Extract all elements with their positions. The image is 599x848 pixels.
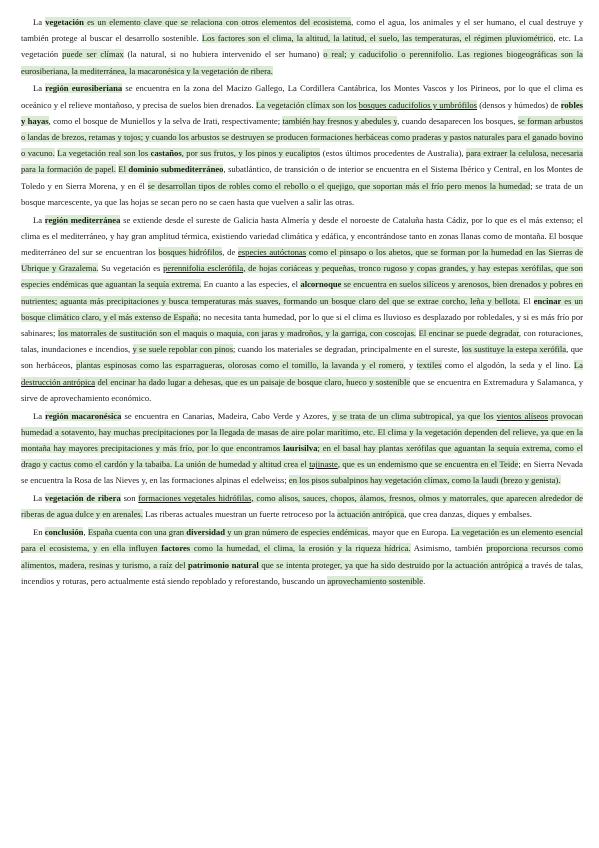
text-run: Su vegetación es bbox=[98, 263, 164, 274]
paragraph-region-macaronesica bbox=[21, 408, 583, 489]
text-run: y se trata de un clima subtropical, ya que los bbox=[332, 410, 497, 421]
text-run: proporciona recursos como alimentos, madera, resinas y turismo, a raíz del bbox=[21, 543, 583, 570]
text-run: , como el bosque de Muniellos y la selva de Irati, respectivamente; bbox=[48, 115, 283, 126]
text-run: formaciones vegetales hidrófilas bbox=[138, 493, 252, 504]
text-run: (la natural, si no hubiera intervenido el ser humano) bbox=[123, 49, 324, 60]
text-run: se desarrollan tipos de robles como el rebollo o el quejigo, que soportan más el frío pero menos la humedad bbox=[147, 180, 531, 191]
text-run: patrimonio natural bbox=[187, 559, 259, 570]
text-run: se encuentra en suelos silíceos y arenosos, bien drenados y pobres en nutrientes; aguanta más precipitaciones y busca temperaturas más suaves, formando un bosque claro del que se extrae corcho, leña y bellota. bbox=[21, 279, 583, 306]
text-run: La vegetación es un elemento esencial para el ecosistema, y en ella influyen bbox=[21, 527, 583, 554]
text-run: , de hojas coriáceas y pequeñas, tronco rugoso y copas grandes, y hay estepas xerófilas, que son especies endémicas que aguantan la sequía extrema. bbox=[21, 263, 583, 290]
document-page bbox=[21, 14, 583, 591]
text-run: se encuentra en Canarias, Madeira, Cabo Verde y Azores, bbox=[121, 410, 333, 421]
text-run: , con roturaciones, talas, inundaciones e incendios, bbox=[21, 328, 584, 355]
text-run: , etc. La vegetación bbox=[21, 33, 583, 60]
text-run: encinar bbox=[533, 295, 562, 306]
text-run: se extiende desde el sureste de Galicia hasta Almería y desde el noroeste de Cataluña hasta Cádiz, por lo que es el más extenso; el clima es el mediterráneo, y hay gran amplitud térmica, existiendo variedad climática y edáfica, y encontrándose tanto en zonas llanas como de montaña. El bosque mediterráneo del sur se encuentran los bbox=[21, 214, 583, 258]
text-run: castaños bbox=[150, 148, 182, 159]
text-run: Los factores son el clima, la altitud, la latitud, el suelo, las temperaturas, el régimen pluviométrico bbox=[201, 33, 554, 44]
text-run: , como alisos, sauces, chopos, álamos, fresnos, olmos y matorrales, que aparecen alrededor de riberas de agua dulce y en arenales. bbox=[21, 493, 583, 520]
text-run: los matorrales de sustitución son el maquis o maquia, con jaras y madroños, y la garriga, con coscojas. bbox=[57, 328, 417, 339]
text-run: ; se trata de un bosque marcescente, ya que las hojas se secan pero no se caen hasta que vuelven a salir las otras. bbox=[21, 180, 583, 207]
text-run: El bbox=[520, 295, 534, 306]
text-run: como el pinsapo o los abetos, que se forman por la humedad en las Sierras de Ubrique y Grazalema. bbox=[21, 247, 584, 274]
text-run: , que crea danzas, diques y embalses. bbox=[404, 509, 532, 520]
text-run: , que es un endemismo que se encuentra en el Teide bbox=[337, 459, 519, 470]
text-run: a través de talas, incendios y roturas, pero actualmente está siendo repoblado y reforestando, buscando un bbox=[21, 559, 583, 586]
text-run: (estos últimos procedentes de Australia), bbox=[320, 148, 467, 159]
text-run: del encinar ha dado lugar a dehesas, que es un paisaje de bosque claro, hueco y sostenible bbox=[95, 376, 411, 387]
text-run: bosques caducifolios y umbrófilos bbox=[358, 99, 478, 110]
text-run: dominio submediterráneo bbox=[128, 164, 224, 175]
text-run: , por sus frutos, y los pinos y eucaliptos bbox=[181, 148, 321, 159]
text-run: España cuenta con una gran bbox=[87, 527, 187, 538]
text-run: diversidad bbox=[186, 527, 225, 538]
text-run: en los pisos subalpinos hay vegetación clímax, como la laudi (brezo y genista). bbox=[288, 475, 561, 486]
text-run: tajinaste bbox=[309, 459, 338, 470]
text-run: bosques hidrófilos bbox=[158, 247, 223, 258]
text-run: ; cuando los materiales se degradan, principalmente en el sureste, bbox=[233, 344, 462, 355]
text-run: provocan humedad a sotavento, hay muchas precipitaciones por la llegada de masas de aire polar marítimo, etc. El clima y la vegetación dependen del relieve, ya que en la montaña hay mayores precipitaciones y más frío, por lo que encontramos bbox=[21, 410, 584, 454]
text-run: que se intenta proteger, ya que ha sido destruido por la actuación antrópica bbox=[258, 559, 523, 570]
text-run: El encinar se puede degradar bbox=[418, 328, 519, 339]
text-run: , subatlántico, de transición o de interior se encuentra en el Sistema Ibérico y Central, en los Montes de Toledo y en Sierra Morena, y en él bbox=[21, 164, 583, 191]
text-run: textiles bbox=[416, 360, 442, 371]
paragraph-region-eurosiberiana bbox=[21, 80, 583, 210]
text-run: también hay fresnos y abedules y bbox=[282, 115, 398, 126]
text-run: , bbox=[83, 527, 88, 538]
text-run: es un bosque climático claro, y el más extenso de España bbox=[21, 295, 583, 322]
text-run: y un gran número de especies endémicas bbox=[224, 527, 368, 538]
text-run: alcornoque bbox=[300, 279, 342, 290]
text-run: El bbox=[118, 164, 129, 175]
text-run: laurisilva bbox=[283, 443, 318, 454]
text-run: . bbox=[423, 575, 426, 586]
paragraph-conclusion bbox=[21, 524, 583, 589]
text-run: como la humedad, el clima, la erosión y la riqueza hídrica. bbox=[190, 543, 411, 554]
text-run: ; no necesita tanta humedad, por lo que si el clima es lluvioso es desplazado por robledales, y si es más frío por sabinares; bbox=[21, 311, 584, 339]
text-run: para extraer la celulosa, necesaria para la formación de papel. bbox=[21, 148, 583, 175]
text-run: ; en Sierra Nevada se encuentra la Rosa de las Nieves y, en las formaciones alpinas el edelweiss; bbox=[21, 459, 583, 486]
paragraph-vegetacion-ribera bbox=[21, 490, 583, 522]
text-run: plantas espinosas como las esparragueras, olorosas como el tomillo, la lavanda y el romero bbox=[76, 360, 404, 371]
text-run: En bbox=[33, 527, 45, 538]
text-run: , de bbox=[222, 247, 238, 258]
text-run: se encuentra en la zona del Macizo Gallego, La Cordillera Cantábrica, los Montes Vascos y los Pirineos, por lo que el clima es oceánico y el relieve montañoso, y precisa de suelos bien drenados. bbox=[21, 83, 583, 110]
text-run: La bbox=[33, 214, 45, 225]
text-run: La vegetación real son los bbox=[57, 148, 151, 159]
text-run: son bbox=[120, 493, 139, 504]
text-run: ; en el basal hay plantas xerófilas que aguantan la sequía extrema, como el drago y cactus como el cardón y la tabaiba. La unión de humedad y altitud crea el bbox=[21, 443, 583, 470]
text-run: aprovechamiento sostenible bbox=[327, 575, 424, 586]
text-run: región macaronésica bbox=[45, 410, 122, 421]
text-run: factores bbox=[161, 543, 191, 554]
text-run: La bbox=[33, 83, 46, 94]
paragraph-introduccion bbox=[21, 14, 583, 79]
text-run: o real; y caducifolio o perennifolio. Las regiones biogeográficas son la eurosiberiana, la mediterránea, la macaronésica y la vegetación de ribera. bbox=[21, 49, 583, 76]
text-run: que se encuentra en Extremadura y Salamanca, y sirve de aprovechamiento económico. bbox=[21, 376, 584, 403]
text-run: actuación antrópica bbox=[337, 509, 405, 520]
text-run: conclusión bbox=[44, 527, 84, 538]
text-run: región eurosiberiana bbox=[45, 83, 123, 94]
text-run: y se suele repoblar con pinos bbox=[132, 344, 234, 355]
text-run: puede ser clímax bbox=[62, 49, 124, 60]
text-run: Las riberas actuales muestran un fuerte retroceso por la bbox=[142, 509, 338, 520]
text-run: La bbox=[33, 493, 45, 504]
text-run: , como el agua, los animales y el ser humano, el cual destruye y también protege al buscar el desarrollo sostenible. bbox=[21, 17, 583, 44]
text-run: vegetación de ribera bbox=[44, 493, 121, 504]
paragraph-region-mediterranea bbox=[21, 212, 583, 406]
text-run: es un elemento clave que se relaciona con otros elementos del ecosistema bbox=[83, 17, 352, 27]
text-run: La vegetación clímax son los bbox=[255, 99, 359, 110]
text-run: , que son herbáceos, bbox=[21, 344, 583, 371]
text-run: Asimismo, también bbox=[410, 543, 487, 554]
text-run: , mayor que en Europa. bbox=[367, 527, 451, 538]
text-run: , y bbox=[403, 360, 417, 371]
text-run: vegetación bbox=[45, 17, 84, 27]
text-run: La bbox=[573, 360, 583, 371]
text-run: En cuanto a las especies, el bbox=[201, 279, 301, 290]
text-run: región mediterránea bbox=[44, 214, 121, 225]
text-run: La bbox=[33, 410, 46, 421]
text-run: , cuando desaparecen los bosques, bbox=[397, 115, 518, 126]
text-run: vientos alíseos bbox=[496, 410, 548, 421]
text-run: (densos y húmedos) de bbox=[477, 99, 561, 110]
text-run: robles y hayas bbox=[21, 99, 583, 126]
text-run: como el algodón, la seda y el lino. bbox=[441, 360, 574, 371]
text-run: La bbox=[33, 17, 46, 27]
text-run: especies autóctonas bbox=[237, 247, 307, 258]
text-run: perennifolia esclerófila bbox=[163, 263, 244, 274]
text-run: los sustituye la estepa xerófila bbox=[461, 344, 567, 355]
text-run: se forman arbustos o landas de brezos, retamas y tojos; y cuando los arbustos se destruyen se producen formaciones herbáceas como praderas y pastos naturales para el ganado bovino o vacuno. bbox=[21, 115, 584, 159]
text-run: destrucción antrópica bbox=[21, 376, 96, 387]
